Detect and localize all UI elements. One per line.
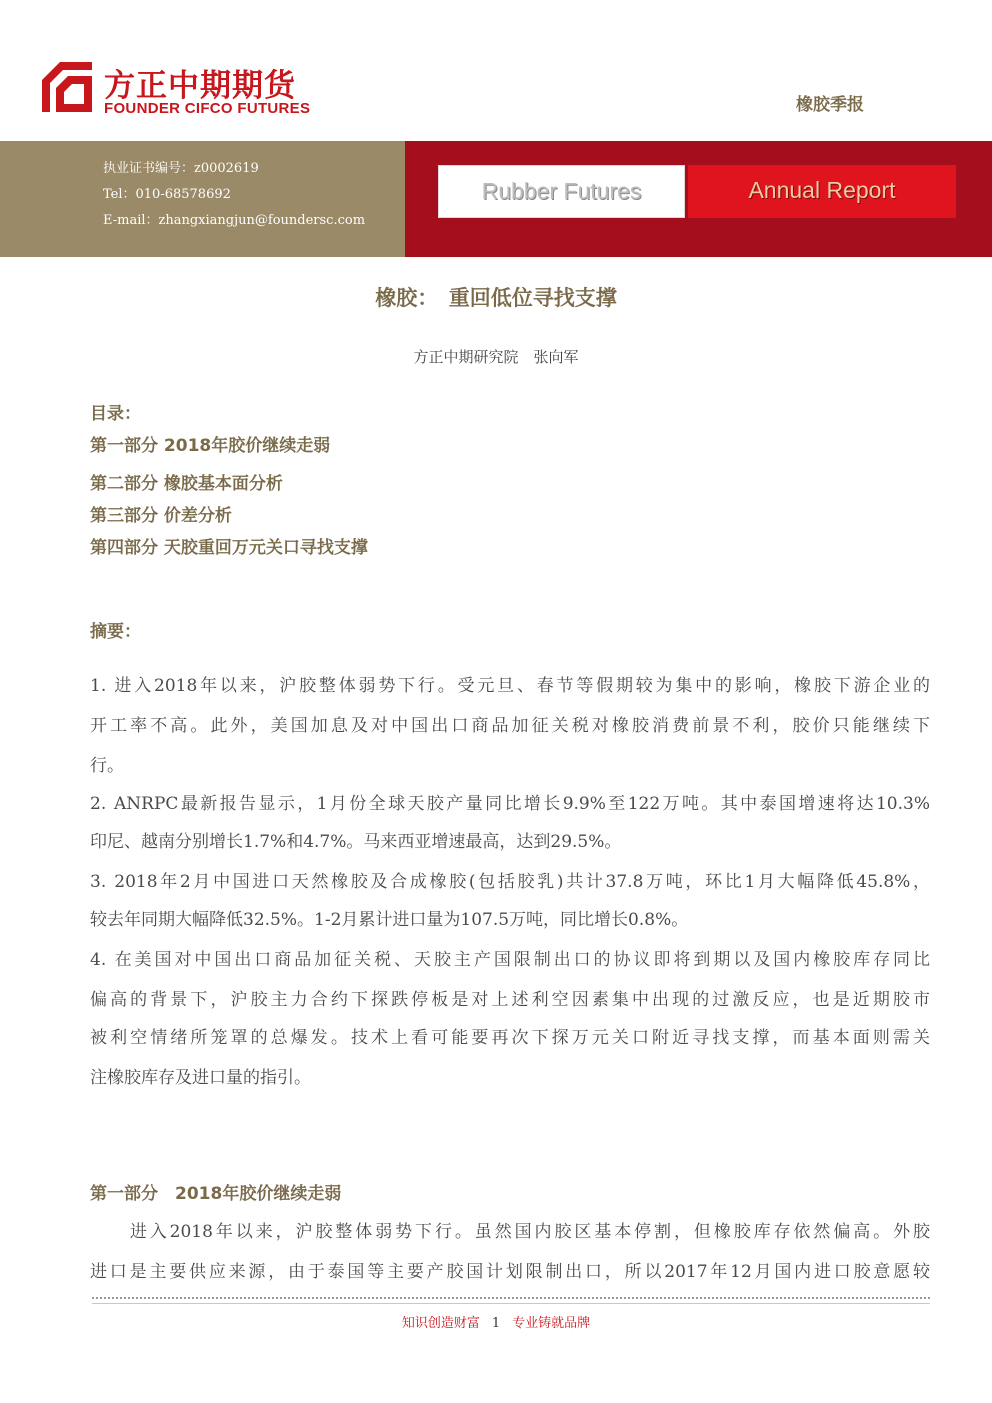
header-banner <box>0 141 992 257</box>
document-title: 橡胶： 重回低位寻找支撑 <box>375 286 617 310</box>
abstract-line: 开工率不高。此外，美国加息及对中国出口商品加征关税对橡胶消费前景不利，胶价只能继续下 <box>90 716 930 736</box>
section1-heading: 第一部分 2018年胶价继续走弱 <box>90 1184 342 1204</box>
abstract-line: 3. 2018年2月中国进口天然橡胶及合成橡胶(包括胶乳)共计37.8万吨，环比1月大幅降低45.8%， <box>90 872 930 892</box>
section1-line: 进口是主要供应来源，由于泰国等主要产胶国计划限制出口，所以2017年12月国内进口胶意愿较 <box>90 1262 930 1282</box>
page-footer <box>0 1312 992 1331</box>
telephone: Tel：010-68578692 <box>103 187 231 202</box>
footer-slogan-left: 知识创造财富 <box>401 1316 480 1331</box>
toc-item-part3: 第三部分 价差分析 <box>90 506 232 526</box>
certificate-number: 执业证书编号：z0002619 <box>103 161 259 176</box>
abstract-line: 印尼、越南分别增长1.7%和4.7%。马来西亚增速最高，达到29.5%。 <box>90 832 622 852</box>
page-number: 1 <box>491 1316 501 1331</box>
footer-slogan-right: 专业铸就品牌 <box>512 1316 591 1331</box>
abstract-line: 注橡胶库存及进口量的指引。 <box>90 1068 311 1088</box>
email: E-mail：zhangxiangjun@foundersc.com <box>103 213 366 228</box>
toc-item-part2: 第二部分 橡胶基本面分析 <box>90 474 283 494</box>
toc-item-part4: 第四部分 天胶重回万元关口寻找支撑 <box>90 538 368 558</box>
abstract-line: 偏高的背景下，沪胶主力合约下探跌停板是对上述利空因素集中出现的过激反应，也是近期胶市 <box>90 990 930 1010</box>
author-line: 方正中期研究院 张向军 <box>413 348 579 366</box>
banner-contact-panel <box>0 141 405 257</box>
abstract-line: 被利空情绪所笼罩的总爆发。技术上看可能要再次下探万元关口附近寻找支撑，而基本面则需关 <box>90 1028 930 1048</box>
rubber-futures-label: Rubber Futures <box>481 178 642 204</box>
logo-chinese-name: 方正中期期货 <box>104 68 296 104</box>
abstract-line: 4. 在美国对中国出口商品加征关税、天胶主产国限制出口的协议即将到期以及国内橡胶库存同比 <box>90 950 930 970</box>
footer-divider-line <box>92 1303 930 1304</box>
annual-report-box <box>688 165 956 218</box>
abstract-line: 1. 进入2018年以来，沪胶整体弱势下行。受元旦、春节等假期较为集中的影响，橡胶下游企业的 <box>90 676 930 696</box>
abstract-heading: 摘要： <box>90 622 141 642</box>
rubber-futures-box <box>438 165 685 218</box>
toc-heading: 目录： <box>90 404 141 424</box>
founder-logo-icon <box>42 62 92 112</box>
section1-line: 进入2018年以来，沪胶整体弱势下行。虽然国内胶区基本停割，但橡胶库存依然偏高。外胶 <box>90 1222 930 1242</box>
abstract-line: 2. ANRPC最新报告显示，1月份全球天胶产量同比增长9.9%至122万吨。其中泰国增速将达10.3% <box>90 794 930 814</box>
footer-divider <box>92 1297 930 1299</box>
logo-english-name: FOUNDER CIFCO FUTURES <box>104 100 311 117</box>
abstract-line: 行。 <box>90 756 124 776</box>
abstract-line: 较去年同期大幅降低32.5%。1-2月累计进口量为107.5万吨，同比增长0.8%。 <box>90 910 689 930</box>
annual-report-label: Annual Report <box>748 177 896 203</box>
toc-item-part1: 第一部分 2018年胶价继续走弱 <box>90 436 331 456</box>
report-type-label: 橡胶季报 <box>796 95 864 115</box>
